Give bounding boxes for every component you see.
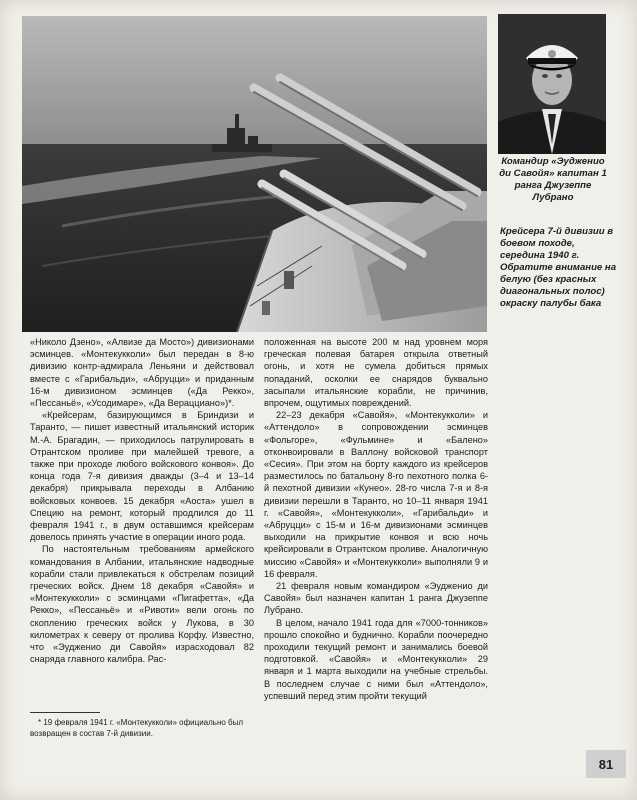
paragraph: 21 февраля новым командиром «Эудженио ди Савойя» был назначен капитан 1 ранга Джузеппе Лубрано. bbox=[264, 581, 488, 616]
photo-caption: Крейсера 7-й дивизии в боевом походе, середина 1940 г. Обратите внимание на белую (без красных диагональных полос) окраску палубы бака bbox=[500, 226, 617, 309]
footnote-divider bbox=[30, 712, 100, 713]
portrait-caption: Командир «Эудженио ди Савойя» капитан 1 ранга Джузеппе Лубрано bbox=[499, 156, 607, 203]
page-number: 81 bbox=[586, 750, 626, 778]
cruisers-photo bbox=[22, 16, 487, 332]
paragraph: положенная на высоте 200 м над уровнем моря греческая полевая батарея открыла ответный огонь, и хотя не сумела добиться прямых попаданий, осколки ее снарядов буквально засыпали итальянские корабли, не причинив, впрочем, ощутимых повреждений. bbox=[264, 337, 488, 409]
paragraph: В целом, начало 1941 года для «7000-тонников» прошло спокойно и буднично. Корабли поочередно проходили текущий ремонт и занимались боевой подготовкой. «Савойя» и «Монтекукколи» 29 января и 1 марта выходили на учебные стрельбы. В последнем случае с ними был «Аттендоло», успевший перед этим пройти текущий bbox=[264, 617, 488, 701]
paragraph: «Николо Дзено», «Алвизе да Мосто») дивизионами эсминцев. «Монтекукколи» был передан в 8-ю дивизию контр-адмирала Леньяни и действовал вместе с «Гарибальди», «Абруцци» и приданным 16-м дивизионом эсминцев («Да Рекко», «Пессаньё», «Усодимаре», «Да Верацциано»)*. bbox=[30, 337, 254, 409]
paragraph: 22–23 декабря «Савойя», «Монтекукколи» и «Аттендоло» в сопровождении эсминцев «Фольгоре», «Фульмине» и «Балено» отконвоировали в Валлону войсковой транспорт «Сесия». При этом на борту каждого из крейсеров разместилось по батальону 8-го пехотного полка 6-й пехотной дивизии «Кунео». 28-го числа 7-я и 8-я дивизии перешли в Таранто, но 10–11 января 1941 г. «Савойя», «Монтекукколи», «Гарибальди» и «Абруцци» с 15-м и 16-м дивизионами эсминцев выходили на прикрытие конвоя и всю ночь крейсировали в Отрантском проливе. Аналогичную миссию «Савойя» и «Монтекукколи» выполняли 9 и 16 февраля. bbox=[264, 410, 488, 579]
paragraph: «Крейсерам, базирующимся в Бриндизи и Таранто, — пишет известный итальянский историк М.-А. Брагадин, — приходилось патрулировать в Отрантском проливе при малейшей тревоге, а также при проходе любого войскового конвоя». До конца года 7-я дивизия дважды (3–4 и 13–14 декабря) прикрывала переходы в Албанию войсковых конвоев. 15 декабря «Аоста» ушел в Специю на ремонт, который продлился до 11 февраля 1941 г., в двум оставшимся крейсерам довелось принять участие в операции иного рода. bbox=[30, 410, 254, 543]
commander-portrait bbox=[498, 14, 606, 154]
footnote: * 19 февраля 1941 г. «Монтекукколи» официально был возвращен в состав 7-й дивизии. bbox=[30, 718, 244, 738]
left-column bbox=[30, 336, 254, 665]
right-column bbox=[264, 336, 488, 702]
paragraph: По настоятельным требованиям армейского командования в Албании, итальянские надводные корабли стали привлекаться к обстрелам позиций греческих войск. Днем 18 декабря «Савойя» и «Монтекукколи» с эсминцами «Пигафетта», «Да Рекко», «Пессаньё» и «Ривоти» вели огонь по скоплению греческих войск у Лукова, в 30 километрах к северу от пролива Корфу. Известно, что «Эудженио ди Савойя» израсходовал 82 снаряда главного калибра. Рас- bbox=[30, 544, 254, 665]
